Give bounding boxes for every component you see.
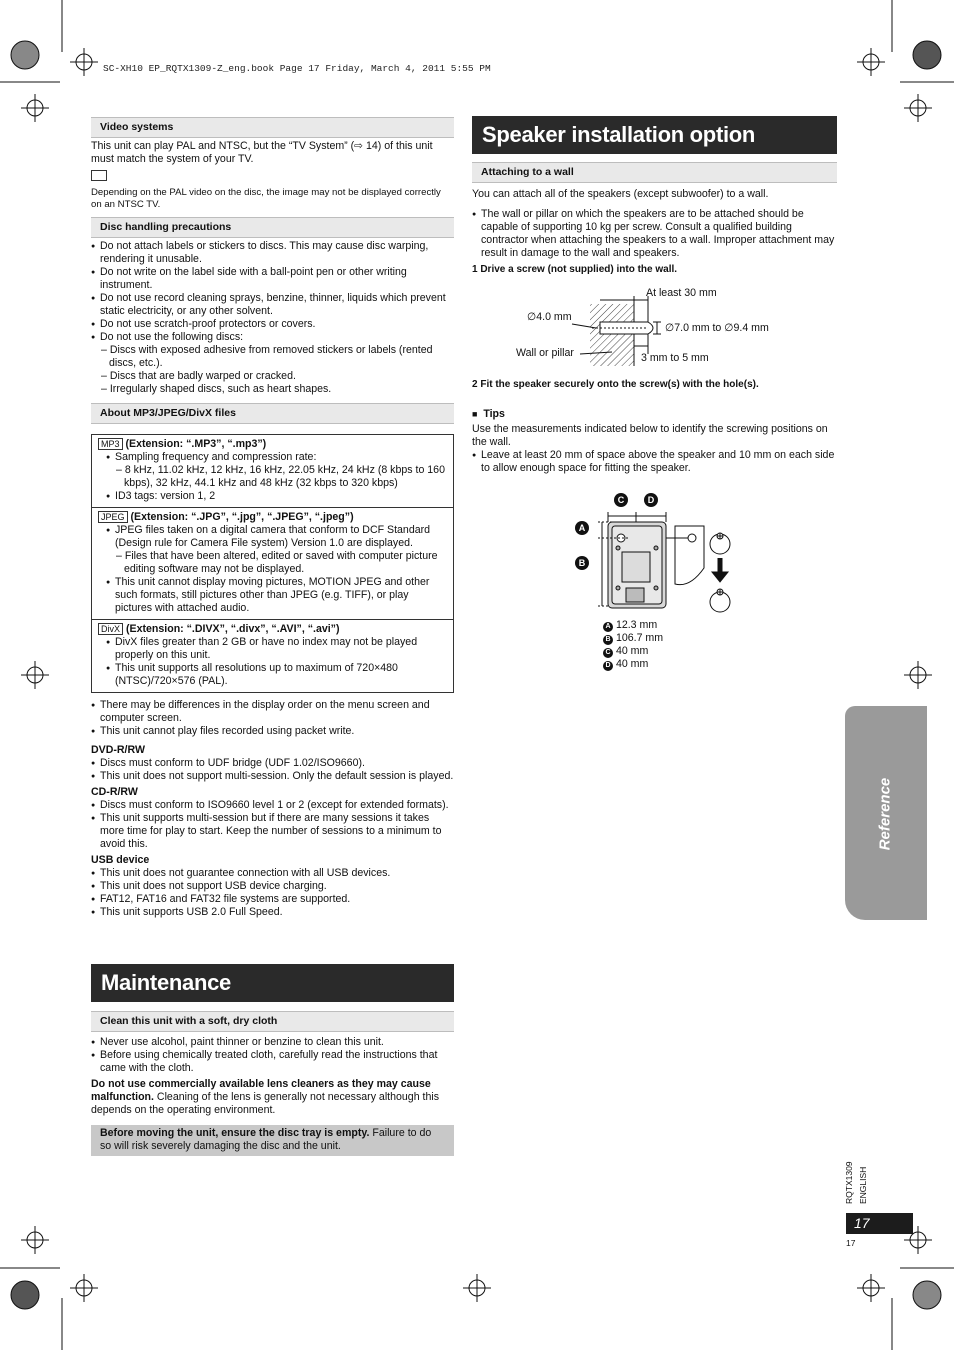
list-item: ● This unit supports multi-session but if there are many sessions it takes more time for play to start. Keep the number of sessions to a minimum to avoid this. <box>91 812 454 851</box>
list-item: ● FAT12, FAT16 and FAT32 file systems are supported. <box>91 893 454 906</box>
jpeg-cell <box>92 508 453 620</box>
list-item: ● Discs must conform to UDF bridge (UDF 1.02/ISO9660). <box>91 757 454 770</box>
list-subitem: – 8 kHz, 11.02 kHz, 12 kHz, 16 kHz, 22.05 kHz, 24 kHz (8 kbps to 160 kbps), 32 kHz, 44.1 kHz and 48 kHz (32 kbps to 320 kbps) <box>116 464 445 489</box>
warning-box: Before moving the unit, ensure the disc tray is empty. Failure to do so will risk severely damaging the disc and the unit. <box>91 1125 454 1156</box>
list-item: ● ID3 tags: version 1, 2 <box>98 490 447 503</box>
list-item: ● This unit supports USB 2.0 Full Speed. <box>91 906 454 919</box>
measurement-legend <box>603 619 663 671</box>
speaker-title: Speaker installation option <box>472 116 837 154</box>
tips-heading: ■ Tips <box>472 408 505 420</box>
left-column <box>91 117 454 919</box>
step-2: 2 Fit the speaker securely onto the screw(s) with the hole(s). <box>472 379 759 390</box>
list-item: ● Do not use scratch-proof protectors or covers. <box>91 318 454 331</box>
divx-extension: (Extension: “.DIVX”, “.divx”, “.AVI”, “.avi”) <box>126 623 340 635</box>
mp3-extension: (Extension: “.MP3”, “.mp3”) <box>125 438 267 450</box>
list-subitem: – Discs with exposed adhesive from removed stickers or labels (rented discs, etc.). <box>101 344 433 369</box>
list-subitem: – Irregularly shaped discs, such as heart shapes. <box>101 383 332 395</box>
list-item: ● Discs must conform to ISO9660 level 1 or 2 (except for extended formats). <box>91 799 454 812</box>
list-item: ● There may be differences in the display order on the menu screen and computer screen. <box>91 699 454 725</box>
list-item: ● Never use alcohol, paint thinner or benzine to clean this unit. <box>91 1036 454 1049</box>
list-item: ● Before using chemically treated cloth, carefully read the instructions that came with the cloth. <box>91 1049 454 1075</box>
list-subitem: – Discs that are badly warped or cracked. <box>101 370 296 382</box>
language-label: ENGLISH <box>858 1166 868 1204</box>
attach-intro: You can attach all of the speakers (except subwoofer) to a wall. <box>472 188 769 200</box>
legend-item-a: A 12.3 mm <box>603 619 663 632</box>
maintenance-title: Maintenance <box>91 964 454 1002</box>
list-item: ● This unit cannot play files recorded using packet write. <box>91 725 454 738</box>
cd-heading: CD-R/RW <box>91 786 138 798</box>
general-notes <box>91 699 454 738</box>
list-item: ● This unit does not support USB device charging. <box>91 880 454 893</box>
list-item: ● Do not use record cleaning sprays, benzine, thinner, liquids which prevent static electricity, or any other solvent. <box>91 292 454 318</box>
label-a-marker: A <box>575 521 589 535</box>
mp3-tag: MP3 <box>98 438 123 450</box>
list-item: ● Do not use the following discs: <box>91 331 454 344</box>
page-number: 17 <box>846 1213 913 1234</box>
video-systems-text: This unit can play PAL and NTSC, but the “TV System” (⇨ 14) of this unit must match the system of your TV. <box>91 140 433 165</box>
format-table <box>91 434 454 693</box>
list-subitem: – Files that have been altered, edited or saved with computer picture editing software may not be displayed. <box>116 550 438 575</box>
note-icon <box>91 170 454 185</box>
list-item: ● Do not write on the label side with a ball-point pen or other writing instrument. <box>91 266 454 292</box>
tips-section <box>472 378 837 475</box>
video-note: Depending on the PAL video on the disc, the image may not be displayed correctly on an NTSC TV. <box>91 187 441 210</box>
mp3-heading: About MP3/JPEG/DivX files <box>91 403 454 424</box>
maintenance-section <box>91 964 454 1156</box>
list-item: ● This unit does not support multi-session. Only the default session is played. <box>91 770 454 783</box>
legend-item-c: C 40 mm <box>603 645 663 658</box>
maintenance-list <box>91 1036 454 1075</box>
list-item: ● Do not attach labels or stickers to discs. This may cause disc warping, rendering it unusable. <box>91 240 454 266</box>
step-1: 1 Drive a screw (not supplied) into the wall. <box>472 264 678 275</box>
legend-item-b: B 106.7 mm <box>603 632 663 645</box>
min-depth-label: At least 30 mm <box>646 287 717 299</box>
jpeg-extension: (Extension: “.JPG”, “.jpg”, “.JPEG”, “.jpeg”) <box>130 511 354 523</box>
wall-label: Wall or pillar <box>516 347 574 359</box>
print-header: SC-XH10 EP_RQTX1309-Z_eng.book Page 17 Friday, March 4, 2011 5:55 PM <box>103 63 491 74</box>
label-b-marker: B <box>575 556 589 570</box>
gap-label: 3 mm to 5 mm <box>641 352 709 364</box>
video-systems-heading: Video systems <box>91 117 454 138</box>
list-item: ● This unit does not guarantee connection with all USB devices. <box>91 867 454 880</box>
label-c-marker: C <box>614 493 628 507</box>
speaker-diagram <box>570 488 750 673</box>
usb-heading: USB device <box>91 854 150 866</box>
disc-handling-list <box>91 240 454 396</box>
page-number-small: 17 <box>846 1238 856 1248</box>
wall-caution: ● The wall or pillar on which the speakers are to be attached should be capable of supporting 10 kg per screw. Consult a qualified building contractor when attaching the speakers to a wall. Improper attachment may result in damage to the wall and speakers. <box>472 208 837 260</box>
list-item: ● DivX files greater than 2 GB or have no index may not be played properly on this unit. <box>98 636 447 662</box>
jpeg-tag: JPEG <box>98 511 128 523</box>
speaker-back-illustration <box>570 488 750 618</box>
mp3-cell <box>92 435 453 508</box>
screw-diameter-label: ∅7.0 mm to ∅9.4 mm <box>665 322 769 334</box>
legend-item-d: D 40 mm <box>603 658 663 671</box>
list-item: ● Sampling frequency and compression rate: <box>98 451 447 464</box>
disc-handling-heading: Disc handling precautions <box>91 217 454 238</box>
tips-text: Use the measurements indicated below to identify the screwing positions on the wall. <box>472 423 828 448</box>
list-item: ● JPEG files taken on a digital camera that conform to DCF Standard (Design rule for Camera File system) Version 1.0 are displayed. <box>98 524 447 550</box>
label-d-marker: D <box>644 493 658 507</box>
hole-diameter-label: ∅4.0 mm <box>527 311 572 323</box>
maintenance-subheading: Clean this unit with a soft, dry cloth <box>91 1011 454 1032</box>
dvd-heading: DVD-R/RW <box>91 744 145 756</box>
tips-bullet: ● Leave at least 20 mm of space above the speaker and 10 mm on each side to allow enough space for fitting the speaker. <box>472 449 837 475</box>
list-item: ● This unit cannot display moving pictures, MOTION JPEG and other such formats, still pictures other than JPEG (e.g. TIFF), or play pictures with attached audio. <box>98 576 447 615</box>
speaker-section <box>472 116 837 276</box>
divx-tag: DivX <box>98 623 123 635</box>
lens-note: Do not use commercially available lens cleaners as they may cause malfunction. Cleaning of the lens is generally not necessary although this depends on the operating environment. <box>91 1078 440 1116</box>
screw-diagram <box>472 282 837 378</box>
attach-wall-heading: Attaching to a wall <box>472 162 837 183</box>
reference-tab <box>845 706 927 920</box>
divx-cell <box>92 620 453 692</box>
model-code: RQTX1309 <box>844 1161 854 1204</box>
list-item: ● This unit supports all resolutions up to maximum of 720×480 (NTSC)/720×576 (PAL). <box>98 662 447 688</box>
reference-label: Reference <box>876 777 894 851</box>
